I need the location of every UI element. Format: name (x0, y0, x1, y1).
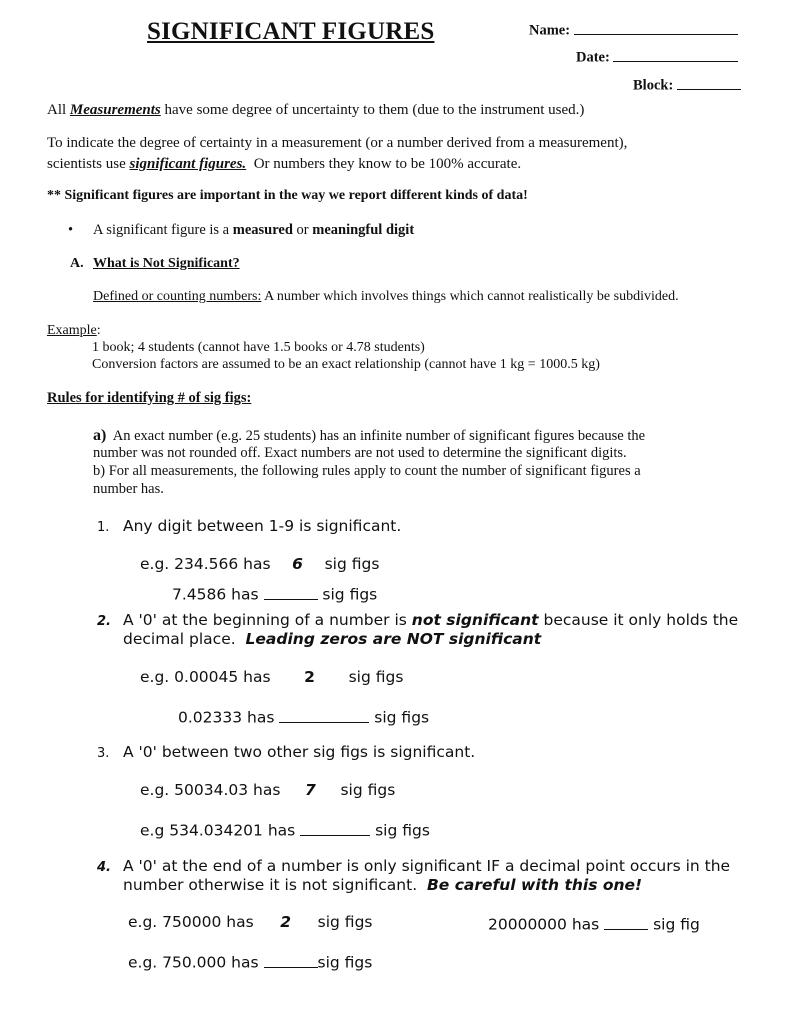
text: scientists use (47, 156, 130, 172)
rule-a-line2: number was not rounded off. Exact numbers are not used to determine the significant digits. (93, 445, 627, 461)
text: Example (47, 323, 97, 338)
answer-value: 2 (304, 668, 315, 686)
answer-blank[interactable] (300, 819, 370, 836)
definition-label: Defined or counting numbers: (93, 289, 262, 304)
section-a-heading: What is Not Significant? (93, 256, 240, 271)
text: sig figs (369, 708, 430, 727)
text: sig figs (348, 668, 404, 686)
example-label (47, 323, 101, 339)
text: An exact number (e.g. 25 students) has an infinite number of significant figures because the (106, 428, 646, 444)
intro-line2: To indicate the degree of certainty in a measurement (or a number derived from a measurement), (47, 135, 628, 151)
answer-value: 6 (292, 555, 303, 573)
text: e.g. 0.00045 has (140, 668, 271, 686)
rule-3-example-1 (140, 781, 395, 799)
rule-1 (97, 517, 401, 535)
rule-number: 3. (97, 746, 110, 761)
rule-2-example-2 (178, 706, 429, 727)
rule-2-example-1 (140, 668, 403, 686)
rule-3 (97, 743, 475, 761)
text: e.g 534.034201 has (140, 821, 301, 840)
rule-a-marker: a) (93, 427, 107, 444)
definition-bullet (93, 222, 414, 239)
text: have some degree of uncertainty to them (due to the instrument used.) (160, 102, 585, 118)
rule-a-line1 (93, 427, 645, 445)
page-title: SIGNIFICANT FIGURES (147, 18, 435, 45)
rule-2-line1 (97, 611, 738, 629)
rule-1-example-2 (172, 583, 377, 604)
date-blank[interactable] (613, 46, 738, 62)
text: All (47, 102, 70, 118)
rule-2-line2 (123, 630, 541, 648)
text: sig figs (340, 781, 396, 799)
example-line-1: 1 book; 4 students (cannot have 1.5 books or 4.78 students) (92, 340, 425, 355)
bullet-icon: • (68, 222, 74, 238)
text: 20000000 has (488, 915, 605, 934)
rule-4-example-3 (488, 913, 700, 934)
text: sig fig (648, 915, 700, 934)
rule-number: 2. (97, 614, 111, 629)
text: sig figs (317, 913, 373, 931)
rule-1-example-1 (140, 555, 379, 573)
importance-note: ** Significant figures are important in the way we report different kinds of data! (47, 188, 528, 203)
text: 0.02333 has (178, 708, 280, 727)
text: or (292, 222, 313, 238)
rule-4-line2 (123, 876, 642, 894)
counting-numbers-definition (93, 289, 679, 305)
text: sig figs (370, 821, 430, 840)
emphasis-measurements: Measurements (69, 102, 161, 118)
text: decimal place. (123, 630, 246, 648)
section-a-marker: A. (70, 256, 84, 271)
emphasis-be-careful: Be careful with this one! (426, 876, 643, 894)
rule-number: 4. (97, 860, 111, 875)
text: A number which involves things which cannot realistically be subdivided. (261, 289, 679, 304)
text: e.g. 750000 has (128, 913, 254, 931)
rule-number: 1. (97, 520, 110, 535)
text: e.g. 234.566 has (140, 555, 271, 573)
rule-4-line1 (97, 857, 730, 875)
name-blank[interactable] (574, 19, 738, 35)
rule-b-line2: number has. (93, 481, 164, 497)
example-line-2: Conversion factors are assumed to be an exact relationship (cannot have 1 kg = 1000.5 kg) (92, 357, 600, 372)
rule-4-example-1 (128, 913, 372, 931)
rule-text: A '0' between two other sig figs is significant. (123, 743, 476, 761)
bold-measured: measured (232, 222, 293, 238)
text: Or numbers they know to be 100% accurate. (246, 156, 522, 172)
answer-blank[interactable] (279, 706, 369, 723)
rule-4-example-2 (128, 951, 372, 972)
rules-heading: Rules for identifying # of sig figs: (47, 390, 252, 406)
text: 7.4586 has (172, 585, 259, 604)
bold-meaningful-digit: meaningful digit (312, 222, 415, 238)
text: e.g. 50034.03 has (140, 781, 281, 799)
intro-measurements (47, 100, 584, 121)
block-blank[interactable] (677, 74, 741, 90)
date-label: Date: (576, 49, 610, 66)
rule-b-line1: b) For all measurements, the following rules apply to count the number of significant figures a (93, 463, 641, 479)
name-label: Name: (529, 22, 571, 39)
text: because it only holds the (538, 611, 739, 629)
text: e.g. 750.000 has (128, 953, 264, 972)
text: sig figs (317, 585, 378, 604)
text: sig figs (324, 555, 380, 573)
answer-value: 7 (305, 781, 316, 799)
name-field-row (529, 19, 738, 40)
block-label: Block: (633, 77, 674, 94)
text: A '0' at the beginning of a number is (123, 611, 412, 629)
emphasis-significant-figures: significant figures. (129, 156, 247, 172)
date-field-row (576, 46, 738, 67)
answer-value: 2 (280, 913, 292, 931)
intro-line3 (47, 154, 521, 175)
answer-blank[interactable] (264, 583, 318, 600)
text: sig figs (317, 953, 373, 972)
block-field-row (633, 74, 741, 95)
rule-text: Any digit between 1-9 is significant. (123, 517, 402, 535)
emphasis-leading-zeros: Leading zeros are NOT significant (245, 630, 542, 648)
rule-3-example-2 (140, 819, 430, 840)
answer-blank[interactable] (604, 913, 648, 930)
text: A '0' at the end of a number is only significant IF a decimal point occurs in the (123, 857, 731, 875)
text: A significant figure is a (93, 222, 233, 238)
text: number otherwise it is not significant. (123, 876, 427, 894)
answer-blank[interactable] (264, 951, 318, 968)
text: : (96, 323, 101, 338)
emphasis-not-significant: not significant (411, 611, 539, 629)
